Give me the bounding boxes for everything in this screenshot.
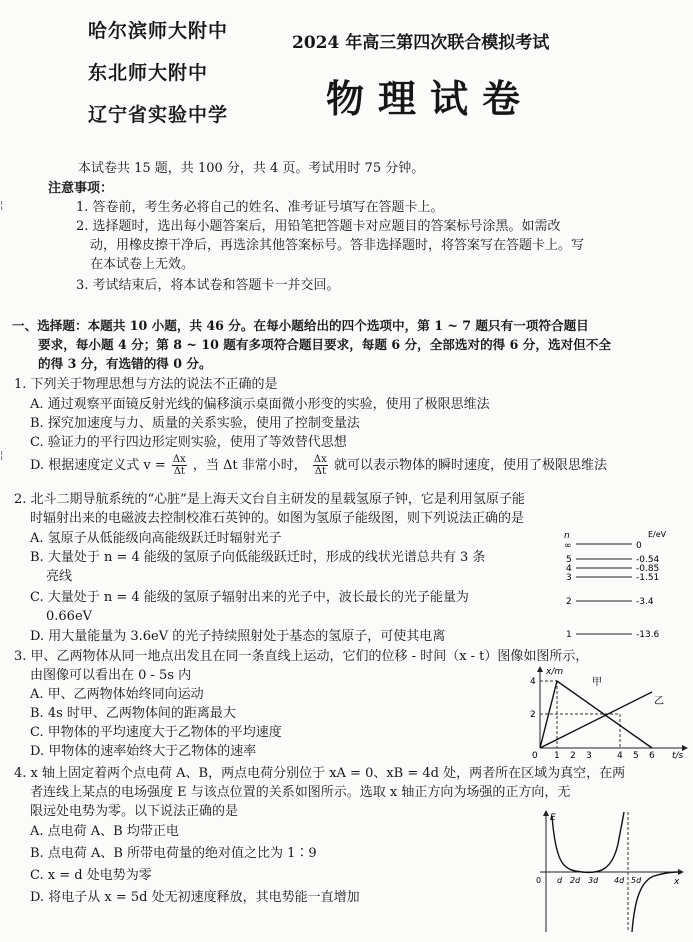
level-n: 1: [566, 630, 572, 640]
paper-name: 物理试卷: [326, 77, 535, 121]
q1-option-a: A. 通过观察平面镜反射光线的偏移演示桌面微小形变的实验，使用了极限思维法: [30, 397, 490, 412]
x-tick-label: 1: [554, 751, 560, 761]
level-e: -1.51: [636, 573, 660, 583]
q4-option-b: B. 点电荷 A、B 所带电荷量的绝对值之比为 1∶9: [30, 846, 317, 861]
binding-line-mark: ¦: [0, 200, 4, 211]
x-tick-label: 0: [536, 876, 542, 885]
level-n: 4: [566, 564, 572, 574]
level-e: -0.54: [636, 555, 660, 565]
displacement-time-graph: [520, 662, 690, 762]
x-tick-label: 4: [617, 751, 623, 761]
velocity-fraction: $\frac{\Delta x}{\Delta t}$: [313, 454, 327, 477]
level-n: ∞: [564, 541, 572, 551]
yi-label: 乙: [654, 696, 664, 707]
notice-heading: 注意事项：: [48, 181, 114, 196]
exam-title: 2024 年高三第四次联合模拟考试: [292, 33, 550, 53]
q3-option-d: D. 甲物体的速率始终大于乙物体的速率: [30, 744, 257, 759]
level-e: -0.85: [636, 564, 660, 574]
energy-level: [564, 541, 642, 551]
x-tick-label: 2: [570, 751, 576, 761]
q2-stem: 2. 北斗二期导航系统的“心脏”是上海天文台自主研发的星载氢原子钟，它是利用氢原子能: [14, 492, 525, 507]
x-tick-label: 3d: [588, 876, 599, 885]
q3-option-b: B. 4s 时甲、乙两物体间的距离最大: [30, 706, 236, 721]
q2-option-b: B. 大量处于 n = 4 能级的氢原子向低能级跃迁时，形成的线状光谱总共有 3 条: [30, 550, 486, 565]
level-n: 2: [566, 597, 572, 607]
q1-d-text: D. 根据速度定义式 v =: [30, 458, 166, 473]
q1-d-text: 就可以表示物体的瞬时速度，使用了极限思维法: [333, 458, 607, 473]
q1-option-d: [30, 454, 607, 477]
x-tick-label: 5: [633, 751, 639, 761]
q1-stem: 1. 下列关于物理思想与方法的说法不正确的是: [14, 377, 278, 392]
jia-label: 甲: [592, 677, 602, 688]
origin-label: 0: [532, 751, 538, 761]
q2-option-c: 0.66eV: [46, 609, 93, 624]
q2-option-d: D. 用大量能量为 3.6eV 的光子持续照射处于基态的氢原子，可使其电离: [30, 629, 446, 644]
intro-text: 本试卷共 15 题，共 100 分，共 4 页。考试用时 75 分钟。: [78, 161, 425, 176]
notice-item: 动，用橡皮擦干净后，再选涂其他答案标号。答非选择题时，将答案写在答题卡上。写: [90, 238, 585, 253]
level-e: -3.4: [636, 597, 654, 607]
x-tick-label: 6: [649, 751, 655, 761]
q1-option-b: B. 探究加速度与力、质量的关系实验，使用了控制变量法: [30, 416, 360, 431]
y-axis-label: x/m: [546, 667, 564, 677]
energy-level: [566, 597, 654, 607]
x-tick-label: 5d: [631, 876, 642, 885]
x-tick-label: 3: [586, 751, 592, 761]
q4-stem: 4. x 轴上固定着两个点电荷 A、B，两点电荷分别位于 xA = 0、xB = 4d 处，两者所在区域为真空，在两: [14, 766, 626, 781]
field-strength-graph: [528, 808, 688, 936]
q4-stem: 限远处电势为零。以下说法正确的是: [30, 804, 239, 819]
y-tick-label: 4: [530, 677, 536, 687]
section-instructions: 一、选择题：本题共 10 小题，共 46 分。在每小题给出的四个选项中，第 1 ~ 7 题只有一项符合题目: [12, 318, 589, 333]
school-name-2: 东北师大附中: [88, 62, 209, 84]
q3-stem: 由图像可以看出在 0 - 5s 内: [30, 668, 192, 683]
velocity-fraction: $\frac{\Delta x}{\Delta t}$: [172, 454, 186, 477]
field-curve-left: [552, 812, 624, 872]
q3-option-c: C. 甲物体的平均速度大于乙物体的平均速度: [30, 725, 282, 740]
q4-stem: 者连线上某点的电场强度 E 与该点位置的关系如图所示。选取 x 轴正方向为场强的正方向，无: [30, 785, 571, 800]
notice-item: 1. 答卷前，考生务必将自己的姓名、准考证号填写在答题卡上。: [76, 200, 444, 215]
yi-line: [540, 692, 652, 748]
energy-level-diagram: [560, 528, 690, 643]
level-n: 3: [566, 573, 572, 583]
x-tick-label: 2d: [570, 876, 581, 885]
n-axis-label: n: [564, 531, 570, 541]
q4-option-a: A. 点电荷 A、B 均带正电: [30, 824, 179, 839]
q2-option-c: C. 大量处于 n = 4 能级的氢原子辐射出来的光子中，波长最长的光子能量为: [30, 590, 469, 605]
q1-option-c: C. 验证力的平行四边形定则实验，使用了等效替代思想: [30, 435, 347, 450]
level-e: -13.6: [636, 630, 660, 640]
notice-item: 在本试卷上无效。: [90, 257, 195, 272]
notice-item: 2. 选择题时，选出每小题答案后，用铅笔把答题卡对应题目的答案标号涂黑。如需改: [76, 219, 561, 234]
x-tick-label: 4d: [614, 876, 625, 885]
y-axis-label: E: [550, 813, 556, 823]
level-e: 0: [636, 541, 642, 551]
q2-stem: 时辐射出来的电磁波去控制校准石英钟的。如图为氢原子能级图，则下列说法正确的是: [30, 511, 525, 526]
x-axis-label: t/s: [672, 751, 684, 761]
notice-item: 3. 考试结束后，将本试卷和答题卡一并交回。: [76, 278, 340, 293]
q4-option-d: D. 将电子从 x = 5d 处无初速度释放，其电势能一直增加: [30, 890, 360, 905]
q1-d-text: ，当 Δt 非常小时，: [192, 458, 307, 473]
q3-option-a: A. 甲、乙两物体始终同向运动: [30, 687, 204, 702]
energy-level: [566, 573, 659, 583]
energy-level: [566, 630, 660, 640]
level-n: 5: [566, 555, 572, 565]
school-name-3: 辽宁省实验中学: [88, 104, 229, 126]
q3-stem: 3. 甲、乙两物体从同一地点出发且在同一条直线上运动，它们的位移 - 时间（x - t）图像如图所示，: [14, 649, 589, 664]
q2-option-b: 亮线: [46, 569, 73, 584]
x-tick-label: d: [557, 876, 563, 885]
section-instructions: 要求，每小题 4 分；第 8 ~ 10 题有多项符合题目要求，每题 6 分，全部选对的得 6 分，选对但不全: [38, 337, 611, 352]
q2-option-a: A. 氢原子从低能级向高能级跃迁时辐射光子: [30, 531, 282, 546]
energy-axis-label: E/eV: [648, 530, 667, 539]
binding-line-mark: ¦: [0, 450, 4, 461]
y-tick-label: 2: [530, 710, 536, 720]
school-name-1: 哈尔滨师大附中: [88, 20, 229, 42]
x-axis-label: x: [674, 877, 680, 887]
section-instructions: 的得 3 分，有选错的得 0 分。: [38, 356, 212, 371]
q4-option-c: C. x = d 处电势为零: [30, 868, 152, 883]
